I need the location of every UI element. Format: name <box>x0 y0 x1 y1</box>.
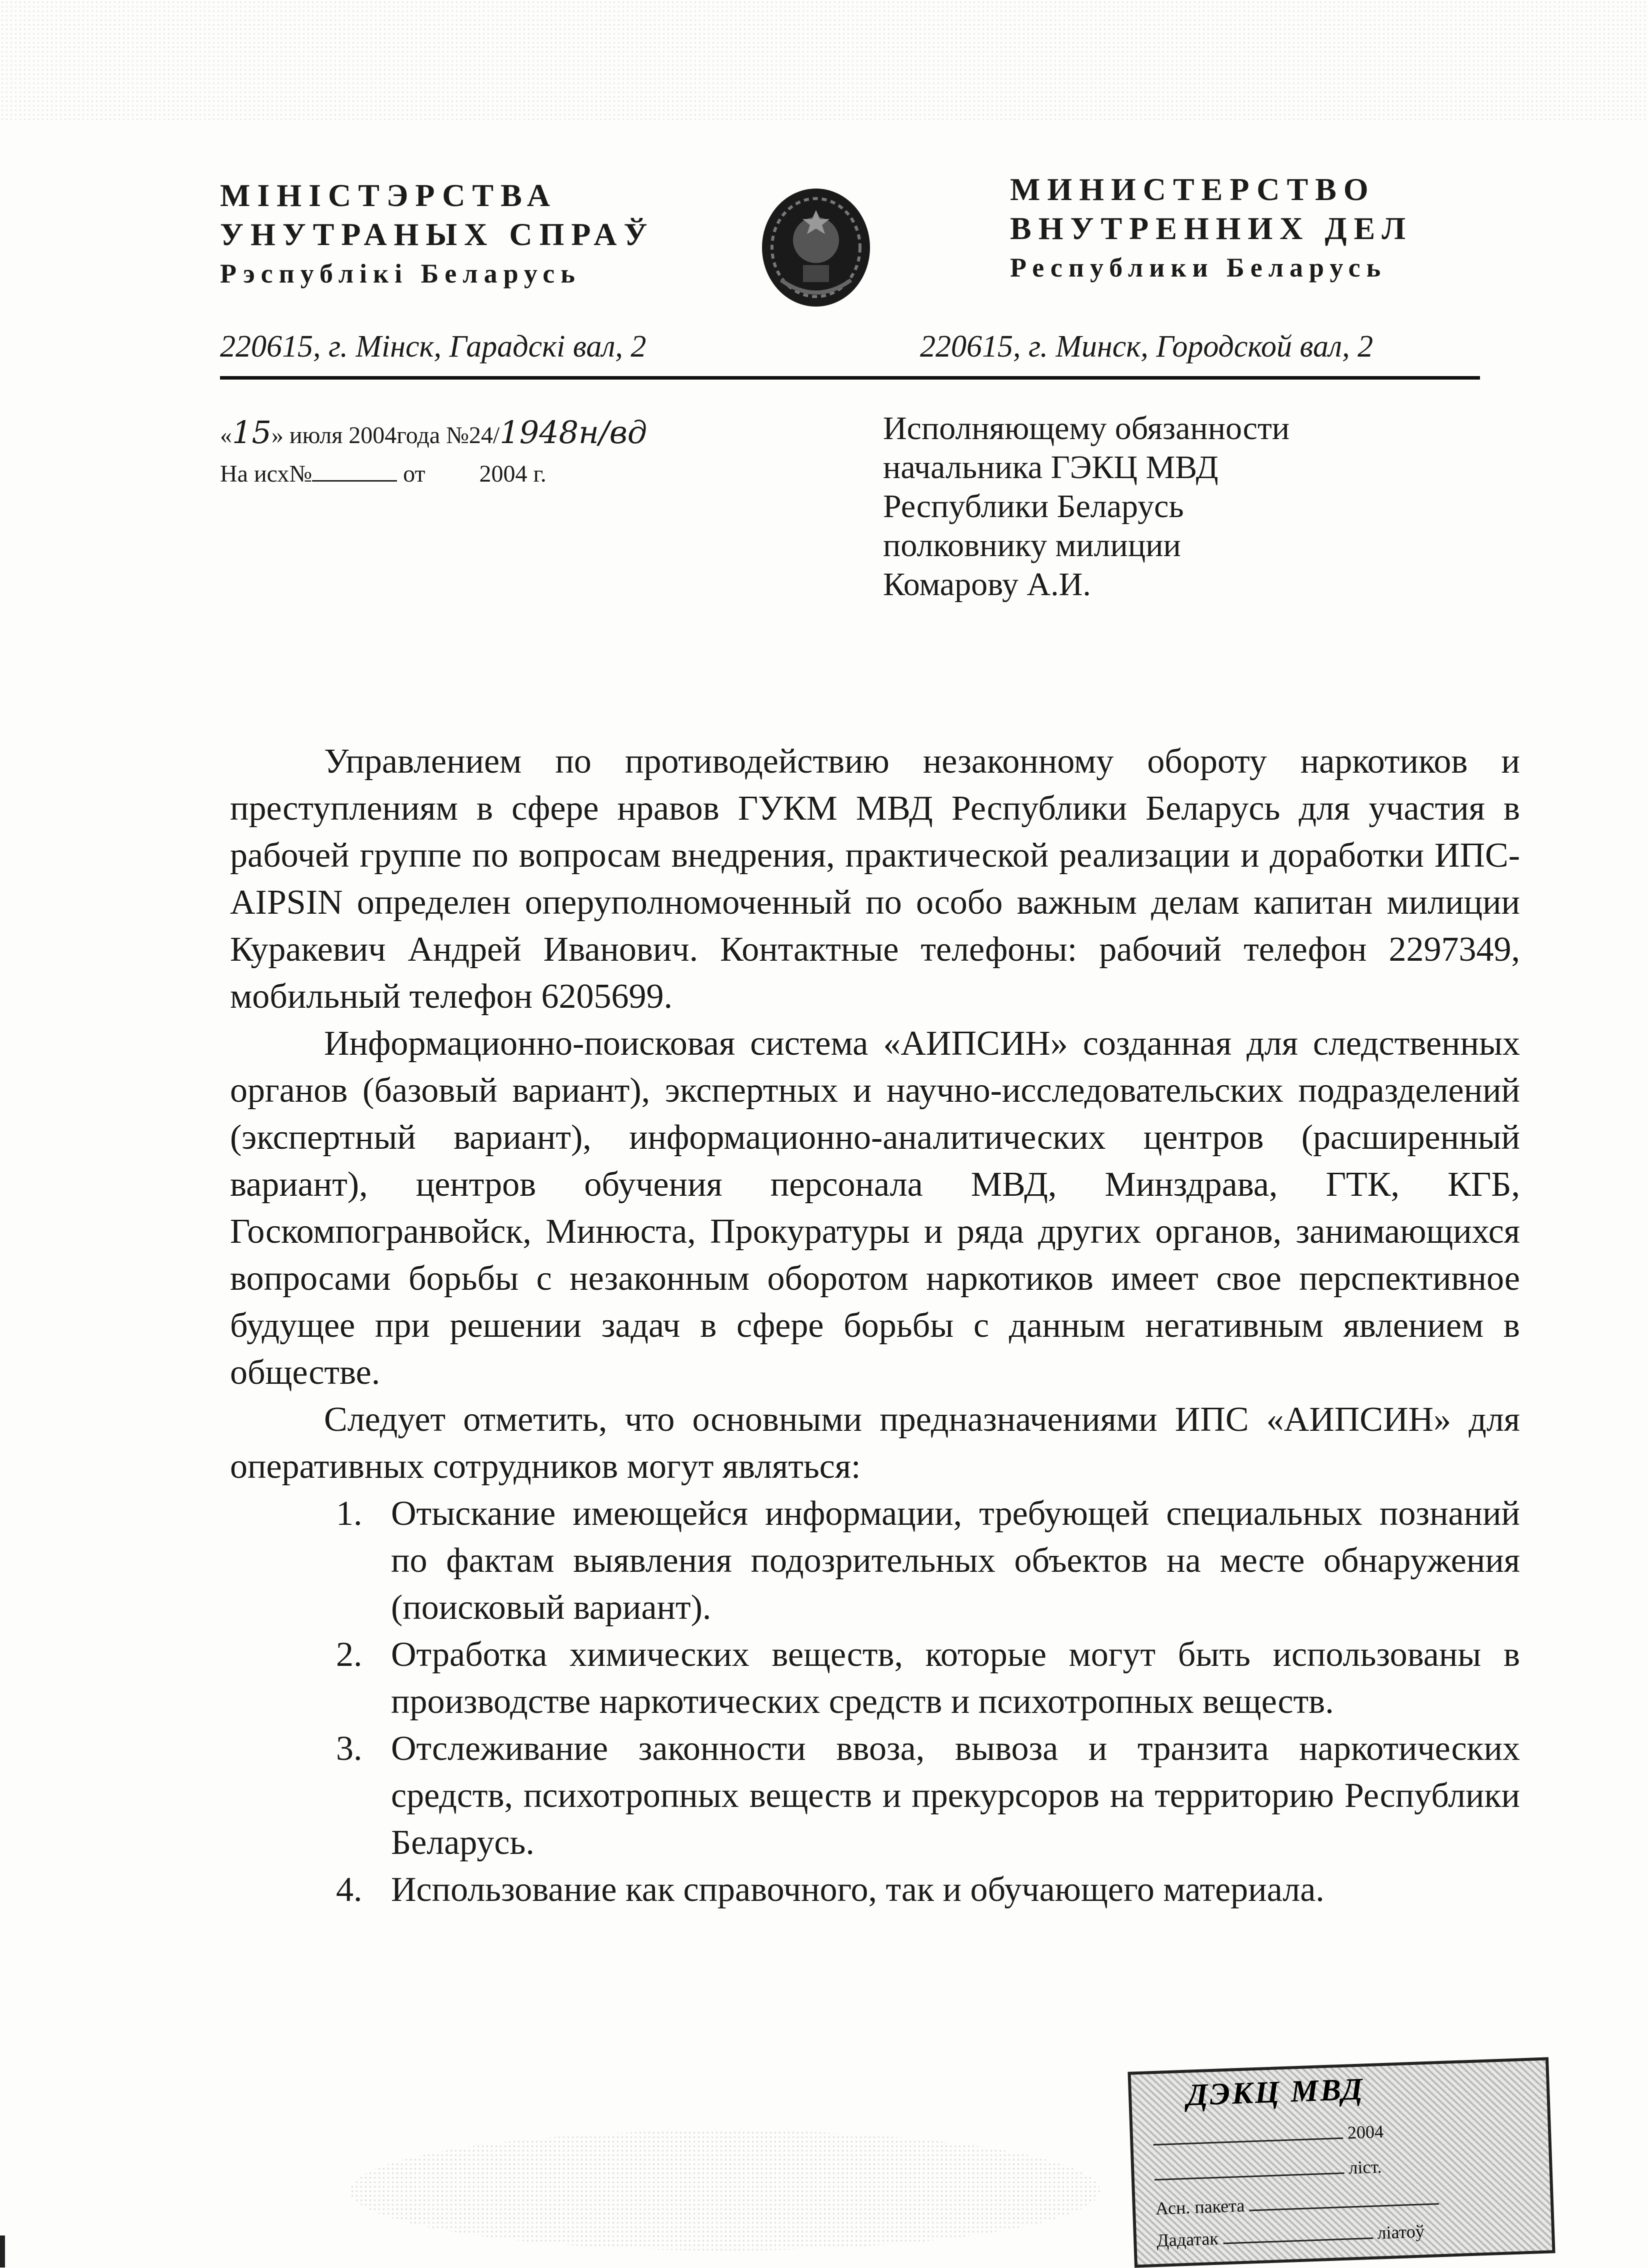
open-quote: « <box>220 422 232 449</box>
list-item-number: 1. <box>336 1494 362 1533</box>
list-item-text: Использование как справочного, так и обучающего материала. <box>391 1870 1324 1909</box>
addressee-line: полковнику милиции <box>883 527 1181 564</box>
body-paragraph: Управлением по противодействию незаконному обороту наркотиков и преступлениям в сфере нравов ГУКМ МВД Республики Беларусь для участия в рабочей группе по вопросам внедрения, практической реализации и доработки ИПС-AIPSIN определен оперуполномоченный по особо важным делам капитан милиции Куракевич Андрей Иванович. Контактные телефоны: рабочий телефон 2297349, мобильный телефон 6205699. <box>230 742 1520 1016</box>
list-item-number: 3. <box>336 1729 362 1768</box>
list-item-text: Отыскание имеющейся информации, требующей специальных познаний по фактам выявления подозрительных объектов на месте обнаружения (поисковый вариант). <box>391 1494 1520 1627</box>
stamp-sheets-label-2: ліатоў <box>1376 2221 1425 2243</box>
letterhead-left-line2: УНУТРАНЫХ СПРАЎ <box>220 217 654 252</box>
list-item-text: Отслеживание законности ввоза, вывоза и транзита наркотических средств, психотропных веществ и прекурсоров на территорию Республики Беларусь. <box>391 1729 1520 1862</box>
letterhead-right-line2: ВНУТРЕННИХ ДЕЛ <box>1010 211 1413 246</box>
reference-incoming <box>220 460 546 488</box>
addressee-line: Республики Беларусь <box>883 488 1184 525</box>
stamp-line-2 <box>1154 2156 1382 2185</box>
stamp-line-1 <box>1152 2121 1384 2150</box>
scan-noise-top <box>0 0 1648 120</box>
list-item-number: 4. <box>336 1870 362 1909</box>
stamp-year: 2004 <box>1347 2121 1384 2143</box>
addressee-line: начальника ГЭКЦ МВД <box>883 449 1218 486</box>
addressee-block <box>883 409 1290 604</box>
letterhead-left <box>220 176 654 293</box>
incoming-label: На исх№ <box>220 461 312 487</box>
list-item-text: Отработка химических веществ, которые могут быть использованы в производстве наркотических средств и психотропных веществ. <box>391 1635 1520 1721</box>
letterhead-right-line3: Республики Беларусь <box>1010 253 1387 283</box>
addressee-line: Комарову А.И. <box>883 566 1091 603</box>
letterhead-right-line1: МИНИСТЕРСТВО <box>1010 172 1376 207</box>
year-label: 2004 г. <box>479 461 546 487</box>
list-item-number: 2. <box>336 1635 362 1674</box>
close-quote: » <box>271 422 284 449</box>
body-paragraph: Следует отметить, что основными предназначениями ИПС «АИПСИН» для оперативных сотрудников могут являться: <box>230 1400 1520 1486</box>
letterhead-left-line1: МІНІСТЭРСТВА <box>220 178 557 213</box>
letterhead-left-line3: Рэспублікі Беларусь <box>220 259 581 289</box>
stamp-title: ДЭКЦ МВД <box>1186 2072 1366 2112</box>
stamp-blank <box>1223 2237 1373 2244</box>
from-label: от <box>403 461 426 487</box>
reference-date-number <box>220 414 647 451</box>
scan-edge-mark <box>0 2235 5 2267</box>
stamp-blank <box>1154 2172 1344 2180</box>
date-month-year: июля 2004года №24/ <box>289 422 500 449</box>
header-divider <box>220 376 1480 380</box>
stamp-blank <box>1153 2137 1343 2145</box>
body-paragraph: Информационно-поисковая система «АИПСИН» созданная для следственных органов (базовый вариант), экспертных и научно-исследовательских подразделений (экспертный вариант), информационно-аналитических центров (расширенный вариант), центров обучения персонала МВД, Минздрава, ГТК, КГБ, Госкомпогранвойск, Минюста, Прокуратуры и ряда других органов, занимающихся вопросами борьбы с незаконным оборотом наркотиков имеет свое перспективное будущее при решении задач в сфере борьбы с данным негативным явлением в обществе. <box>230 1024 1520 1392</box>
date-day-handwritten: 15 <box>232 414 272 451</box>
list-item <box>230 1631 1520 1725</box>
list-item <box>230 1725 1520 1866</box>
addressee-line: Исполняющему обязанности <box>883 410 1290 447</box>
letterhead-right <box>1010 170 1412 287</box>
stamp-line-3 <box>1155 2188 1439 2219</box>
stamp-line-4 <box>1156 2220 1424 2251</box>
scan-noise-bottom <box>350 2130 1100 2250</box>
outgoing-number-handwritten: 1948н/вд <box>500 414 648 451</box>
address-left: 220615, г. Мінск, Гарадскі вал, 2 <box>220 330 646 364</box>
list-item <box>230 1866 1520 1913</box>
state-emblem-icon <box>751 180 881 310</box>
stamp-sheets-label: ліст. <box>1348 2156 1382 2178</box>
stamp-blank <box>1249 2203 1439 2211</box>
registration-stamp <box>1128 2057 1555 2267</box>
list-item <box>230 1490 1520 1631</box>
stamp-attachment-label: Дадатак <box>1156 2228 1219 2250</box>
stamp-main-package-label: Асн. пакета <box>1155 2195 1245 2219</box>
address-right: 220615, г. Минск, Городской вал, 2 <box>920 330 1374 364</box>
incoming-number-blank <box>312 460 397 482</box>
purposes-list <box>230 1490 1520 1913</box>
letter-body <box>230 738 1520 1913</box>
